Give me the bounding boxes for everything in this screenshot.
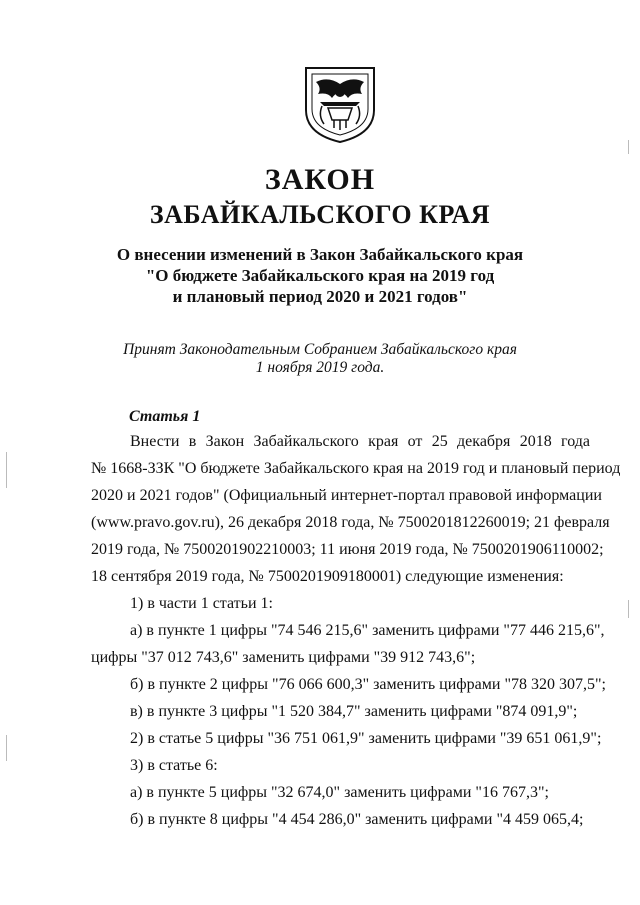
article-item-1a: а) в пункте 1 цифры "74 546 215,6" заменить цифрами "77 446 215,6",: [130, 622, 605, 639]
article-item-3a: а) в пункте 5 цифры "32 674,0" заменить цифрами "16 767,3";: [130, 784, 549, 801]
adoption-note-line-1: Принят Законодательным Собранием Забайкальского края: [123, 341, 517, 358]
article-item-2: 2) в статье 5 цифры "36 751 061,9" заменить цифрами "39 651 061,9";: [130, 730, 602, 747]
article-item-1: 1) в части 1 статьи 1:: [130, 595, 273, 612]
article-line-4: (www.pravo.gov.ru), 26 декабря 2018 года, № 7500201812260019; 21 февраля: [91, 514, 610, 531]
article-line-3: 2020 и 2021 годов" (Официальный интернет-портал правовой информации: [91, 487, 602, 504]
article-line-6: 18 сентября 2019 года, № 7500201909180001) следующие изменения:: [91, 568, 564, 585]
subtitle-line-2: "О бюджете Забайкальского края на 2019 год: [145, 266, 495, 285]
subtitle-line-3: и плановый период 2020 и 2021 годов": [172, 287, 468, 306]
article-item-1b: б) в пункте 2 цифры "76 066 600,3" заменить цифрами "78 320 307,5";: [130, 676, 606, 693]
document-title-region: ЗАБАЙКАЛЬСКОГО КРАЯ: [149, 200, 491, 229]
adoption-note-date: 1 ноября 2019 года.: [255, 359, 385, 376]
scan-mark: [6, 735, 7, 761]
document-title: ЗАКОН: [264, 163, 376, 196]
scan-mark: [6, 452, 7, 488]
article-line-1: Внести в Закон Забайкальского края от 25 декабря 2018 года: [130, 433, 590, 450]
article-item-1a-cont: цифры "37 012 743,6" заменить цифрами "39 912 743,6";: [91, 649, 476, 666]
article-line-2: № 1668-ЗЗК "О бюджете Забайкальского края на 2019 год и плановый период: [91, 460, 621, 477]
article-line-5: 2019 года, № 7500201902210003; 11 июня 2019 года, № 7500201906110002;: [91, 541, 604, 558]
article-item-3b: б) в пункте 8 цифры "4 454 286,0" заменить цифрами "4 459 065,4;: [130, 811, 584, 828]
coat-of-arms-emblem: [298, 62, 382, 146]
subtitle-line-1: О внесении изменений в Закон Забайкальского края: [116, 245, 524, 264]
article-item-3: 3) в статье 6:: [130, 757, 218, 774]
scan-mark: [628, 140, 629, 154]
scan-mark: [628, 600, 629, 618]
article-heading: Статья 1: [129, 408, 201, 425]
article-item-1v: в) в пункте 3 цифры "1 520 384,7" заменить цифрами "874 091,9";: [130, 703, 578, 720]
